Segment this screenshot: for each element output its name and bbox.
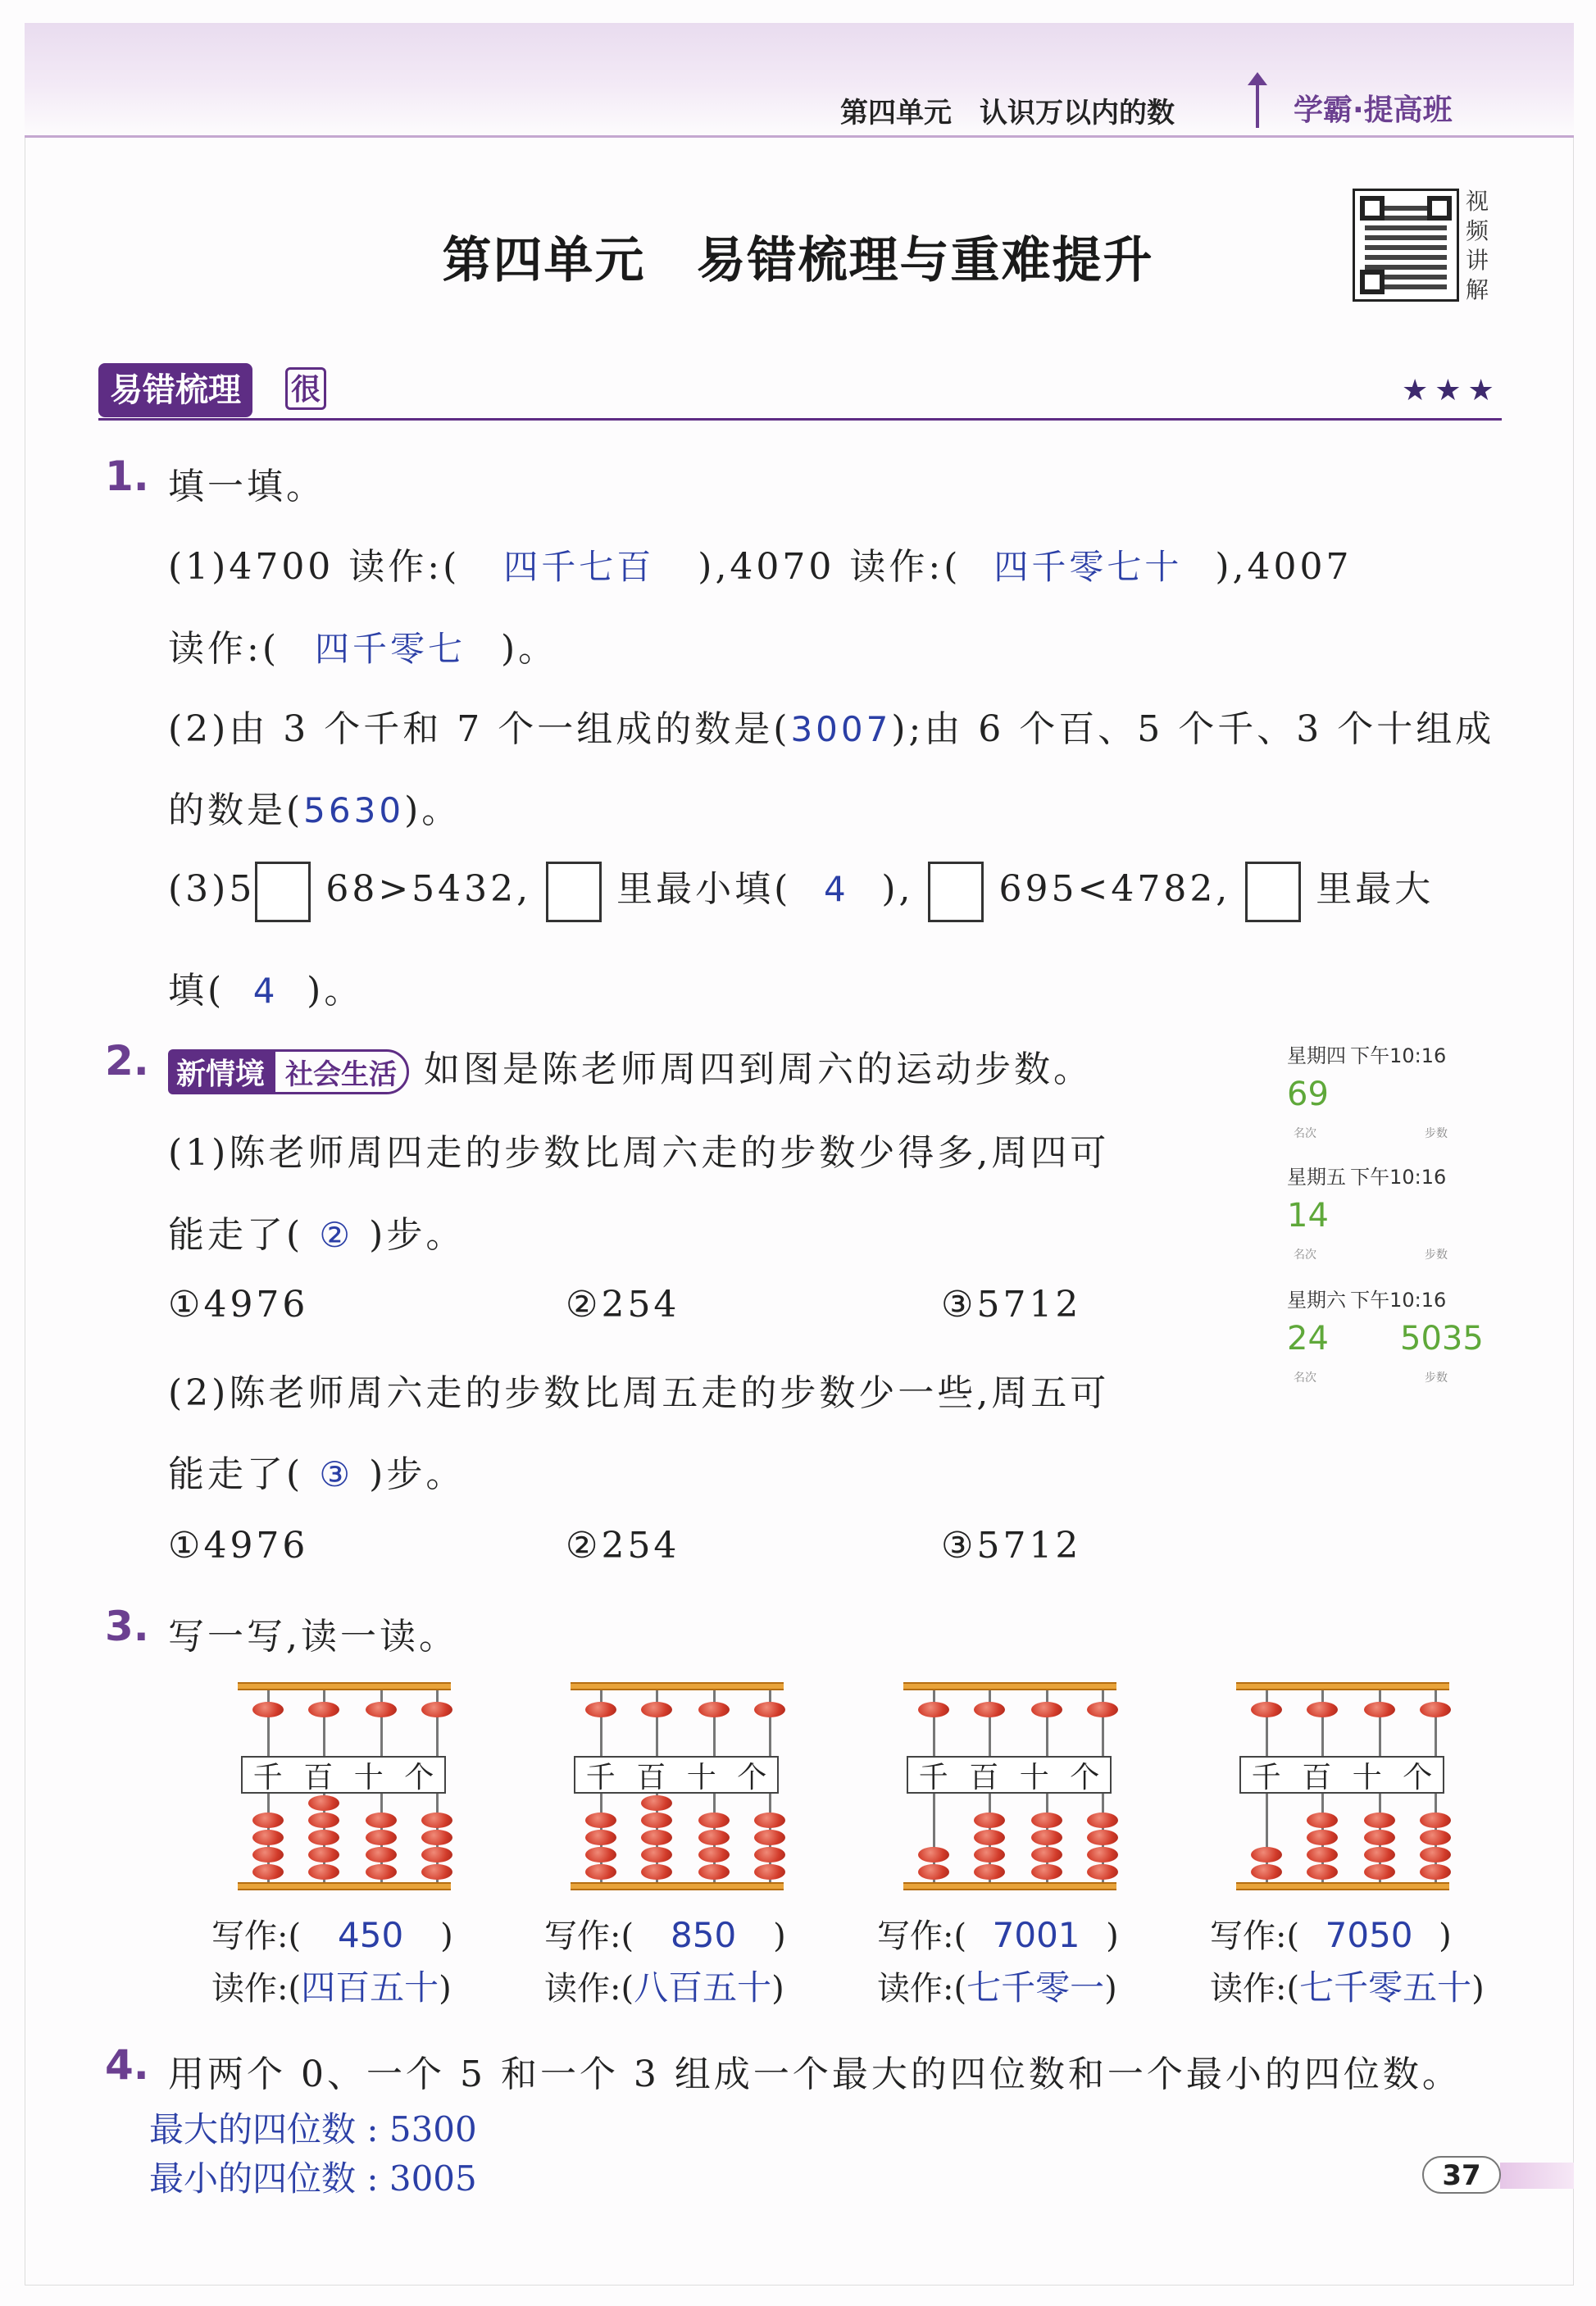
answer-text: 7050 [1325, 1915, 1413, 1955]
answer-text: 七千零一 [966, 1967, 1105, 2008]
steps-label: 步数 [1425, 1249, 1448, 1262]
q2-stem-line [168, 1039, 1093, 1094]
abacus-bead [1420, 1864, 1451, 1880]
abacus-bead [1420, 1830, 1451, 1845]
blank-box[interactable] [546, 862, 602, 922]
place-value-label [907, 1756, 1112, 1794]
abacus-bead [308, 1702, 339, 1717]
question-stem: 填一填。 [168, 466, 325, 507]
rank-value: 69 [1287, 1076, 1329, 1113]
answer-text: 4 [252, 971, 279, 1011]
abacus-bead [1087, 1830, 1118, 1845]
abacus-bead [421, 1830, 452, 1845]
abacus-bead [918, 1847, 949, 1863]
abacus-bead [366, 1830, 397, 1845]
option-1: ①4976 [168, 1284, 309, 1326]
abacus-bead [1087, 1864, 1118, 1880]
abacus-bead [1364, 1830, 1395, 1845]
read-line: 读作:(七千零一) [877, 1967, 1117, 2008]
abacus-bead [308, 1795, 339, 1811]
place-label-char: 千 [585, 1760, 616, 1794]
place-label-char: 十 [1019, 1760, 1049, 1794]
read-line: 读作:(七千零五十) [1210, 1967, 1485, 2008]
abacus-bead [1364, 1813, 1395, 1828]
abacus-bead [1364, 1847, 1395, 1863]
abacus-bead [641, 1847, 672, 1863]
qr-label-char: 视 [1466, 188, 1489, 215]
q1-part2-line1: (2)由 3 个千和 7 个一组成的数是(3007);由 6 个百、5 个千、3 个十组成 [168, 708, 1495, 750]
q2-part1-line2: 能走了( ② )步。 [168, 1214, 466, 1256]
abacus-bead [1307, 1830, 1338, 1845]
abacus-bead [1420, 1702, 1451, 1717]
step-day-thursday: 星期四 下午10:16 [1287, 1044, 1447, 1067]
rank-label: 名次 [1294, 1127, 1316, 1140]
place-label-char: 十 [353, 1760, 384, 1794]
place-label-char: 十 [686, 1760, 716, 1794]
abacus-bead [641, 1795, 672, 1811]
abacus-bottom-bar [238, 1882, 451, 1890]
abacus-bead [252, 1864, 284, 1880]
q2-part2-line2: 能走了( ③ )步。 [168, 1453, 466, 1495]
question-number: 1. [105, 453, 149, 500]
abacus-bead [1087, 1847, 1118, 1863]
section-divider [98, 418, 1502, 421]
abacus-bottom-bar [903, 1882, 1116, 1890]
arrow-up-icon [1256, 79, 1259, 128]
abacus [238, 1682, 451, 1895]
abacus-bead [1031, 1864, 1062, 1880]
answer-text: 4 [823, 869, 849, 909]
abacus-bead [754, 1813, 785, 1828]
q1-part2-line2: 的数是(5630)。 [168, 789, 462, 831]
abacus-bead [585, 1813, 616, 1828]
abacus-bead [421, 1702, 452, 1717]
abacus-bead [421, 1847, 452, 1863]
abacus-bead [698, 1813, 730, 1828]
qr-label-char: 频 [1466, 217, 1489, 244]
place-value-label [574, 1756, 779, 1794]
header-divider [25, 135, 1574, 138]
steps-value: 5035 [1400, 1320, 1484, 1358]
header-brand: 学霸·提高班 [1294, 93, 1453, 127]
place-label-char: 千 [1251, 1760, 1281, 1794]
abacus-bead [1364, 1864, 1395, 1880]
video-explain-label[interactable] [1466, 187, 1495, 305]
rank-value: 14 [1287, 1197, 1329, 1235]
abacus-bead [698, 1830, 730, 1845]
abacus-bead [308, 1830, 339, 1845]
q2-part1-line1: (1)陈老师周四走的步数比周六走的步数少得多,周四可 [168, 1132, 1110, 1174]
question-number: 3. [105, 1603, 149, 1650]
page-title: 第四单元 易错梳理与重难提升 [442, 232, 1154, 289]
place-value-label [1239, 1756, 1444, 1794]
abacus-bottom-bar [571, 1882, 784, 1890]
option-1: ①4976 [168, 1525, 309, 1567]
abacus-bead [1031, 1830, 1062, 1845]
question-number: 4. [105, 2041, 149, 2089]
step-day-friday: 星期五 下午10:16 [1287, 1166, 1447, 1189]
abacus-bead [698, 1702, 730, 1717]
abacus-bead [1031, 1813, 1062, 1828]
option-2: ②254 [566, 1525, 680, 1567]
abacus-bead [974, 1830, 1005, 1845]
abacus-bead [1251, 1847, 1282, 1863]
answer-text: 四百五十 [301, 1967, 439, 2008]
q2-part2-line1: (2)陈老师周六走的步数比周五走的步数少一些,周五可 [168, 1372, 1110, 1414]
abacus-bead [698, 1847, 730, 1863]
question-stem: 用两个 0、一个 5 和一个 3 组成一个最大的四位数和一个最小的四位数。 [168, 2054, 1462, 2095]
answer-text: 四千零七十 [994, 547, 1183, 587]
abacus-top-bar [903, 1682, 1116, 1690]
steps-label: 步数 [1425, 1127, 1448, 1140]
place-label-char: 十 [1352, 1760, 1382, 1794]
page-number-band [1500, 2163, 1574, 2189]
q1-part3-line1: (3)5 68>5432, 里最小填( 4 ), 695<4782, 里最大 [168, 857, 1434, 922]
q1-part1-line2: 读作:( 四千零七 )。 [168, 619, 557, 671]
social-life-tag: 社会生活 [273, 1049, 409, 1094]
answer-text: 450 [338, 1915, 404, 1955]
steps-label: 步数 [1425, 1371, 1448, 1385]
place-label-char: 个 [404, 1760, 434, 1794]
step-count-panel [1287, 1039, 1533, 1400]
abacus-top-bar [571, 1682, 784, 1690]
write-line: 写作:( 7001 ) [877, 1915, 1119, 1955]
abacus-bead [641, 1702, 672, 1717]
abacus [571, 1682, 784, 1895]
answer-text: 八百五十 [634, 1967, 772, 2008]
abacus-bead [366, 1864, 397, 1880]
blank-box[interactable] [1245, 862, 1301, 922]
qr-label-char: 解 [1466, 276, 1489, 303]
abacus-bead [1031, 1702, 1062, 1717]
abacus-bead [252, 1830, 284, 1845]
abacus-bead [1251, 1864, 1282, 1880]
blank-box[interactable] [928, 862, 984, 922]
qr-code-icon[interactable] [1353, 189, 1459, 302]
abacus-bead [421, 1864, 452, 1880]
place-label-char: 个 [1070, 1760, 1100, 1794]
answer-text: 四千七百 [503, 547, 655, 587]
abacus-bead [641, 1813, 672, 1828]
abacus-bead [252, 1847, 284, 1863]
abacus-bead [1307, 1847, 1338, 1863]
abacus-bead [974, 1702, 1005, 1717]
place-label-char: 百 [969, 1760, 999, 1794]
abacus-bead [641, 1864, 672, 1880]
abacus-bead [1251, 1702, 1282, 1717]
abacus-bead [366, 1847, 397, 1863]
abacus-top-bar [1236, 1682, 1449, 1690]
abacus-top-bar [238, 1682, 451, 1690]
question-number: 2. [105, 1037, 149, 1085]
abacus-bead [754, 1702, 785, 1717]
question-stem: 写一写,读一读。 [168, 1616, 458, 1658]
place-label-char: 百 [636, 1760, 666, 1794]
place-label-char: 千 [252, 1760, 283, 1794]
abacus-bead [1364, 1702, 1395, 1717]
question-stem: 如图是陈老师周四到周六的运动步数。 [424, 1048, 1094, 1090]
abacus-bead [1087, 1813, 1118, 1828]
rank-value: 24 [1287, 1320, 1329, 1358]
abacus-bead [918, 1702, 949, 1717]
answer-text: ② [319, 1215, 353, 1255]
abacus-bead [698, 1864, 730, 1880]
page-number: 37 [1422, 2156, 1501, 2194]
write-line: 写作:( 850 ) [544, 1915, 786, 1955]
rank-label: 名次 [1294, 1249, 1316, 1262]
step-day-saturday: 星期六 下午10:16 [1287, 1289, 1447, 1312]
abacus-bead [974, 1864, 1005, 1880]
answer-text: 7001 [992, 1915, 1080, 1955]
abacus-bead [252, 1702, 284, 1717]
abacus-bead [308, 1864, 339, 1880]
read-line: 读作:(八百五十) [544, 1967, 784, 2008]
abacus-bead [308, 1813, 339, 1828]
answer-min: 最小的四位数 : 3005 [149, 2158, 477, 2199]
abacus-bead [974, 1813, 1005, 1828]
new-context-tag: 新情境 [168, 1049, 273, 1094]
section-badge-icon: 很 [285, 367, 326, 410]
abacus-bead [366, 1813, 397, 1828]
abacus-bead [1307, 1813, 1338, 1828]
write-line: 写作:( 450 ) [211, 1915, 453, 1955]
abacus-bead [1087, 1702, 1118, 1717]
abacus-bead [1420, 1847, 1451, 1863]
place-label-char: 个 [737, 1760, 767, 1794]
q1-part3-line2: 填( 4 )。 [168, 970, 364, 1012]
write-line: 写作:( 7050 ) [1210, 1915, 1452, 1955]
abacus-bead [366, 1702, 397, 1717]
abacus-bead [1031, 1847, 1062, 1863]
qr-label-char: 讲 [1466, 247, 1489, 274]
abacus [903, 1682, 1116, 1895]
abacus-bead [421, 1813, 452, 1828]
place-label-char: 个 [1403, 1760, 1433, 1794]
abacus-bead [641, 1830, 672, 1845]
abacus-bead [974, 1847, 1005, 1863]
abacus-bead [585, 1702, 616, 1717]
abacus-bead [585, 1864, 616, 1880]
abacus-bead [1420, 1813, 1451, 1828]
place-value-label [241, 1756, 446, 1794]
option-3: ③5712 [941, 1525, 1082, 1567]
answer-text: 5630 [303, 790, 405, 830]
answer-text: 850 [671, 1915, 737, 1955]
option-3: ③5712 [941, 1284, 1082, 1326]
answer-max: 最大的四位数 : 5300 [149, 2109, 477, 2149]
place-label-char: 千 [918, 1760, 948, 1794]
option-2: ②254 [566, 1284, 680, 1326]
abacus-bead [918, 1864, 949, 1880]
answer-text: ③ [319, 1454, 353, 1494]
abacus-bead [585, 1830, 616, 1845]
place-label-char: 百 [1302, 1760, 1332, 1794]
section-tag: 易错梳理 [98, 363, 252, 417]
q1-part1-line1: (1)4700 读作:( 四千七百 ),4070 读作:( 四千零七十 ),4007 [168, 537, 1353, 589]
blank-box[interactable] [255, 862, 311, 922]
rank-label: 名次 [1294, 1371, 1316, 1385]
answer-text: 四千零七 [314, 629, 466, 669]
abacus-bead [308, 1847, 339, 1863]
abacus-bead [1307, 1702, 1338, 1717]
place-label-char: 百 [303, 1760, 334, 1794]
abacus-bead [754, 1830, 785, 1845]
abacus-bottom-bar [1236, 1882, 1449, 1890]
abacus-bead [1307, 1864, 1338, 1880]
abacus [1236, 1682, 1449, 1895]
read-line: 读作:(四百五十) [211, 1967, 452, 2008]
difficulty-stars-icon: ★★★ [1402, 374, 1501, 407]
abacus-bead [252, 1813, 284, 1828]
abacus-bead [585, 1847, 616, 1863]
abacus-bead [754, 1847, 785, 1863]
answer-text: 3007 [790, 709, 892, 749]
answer-text: 七千零五十 [1299, 1967, 1472, 2008]
abacus-bead [754, 1864, 785, 1880]
header-unit-title: 第四单元 认识万以内的数 [840, 97, 1175, 130]
